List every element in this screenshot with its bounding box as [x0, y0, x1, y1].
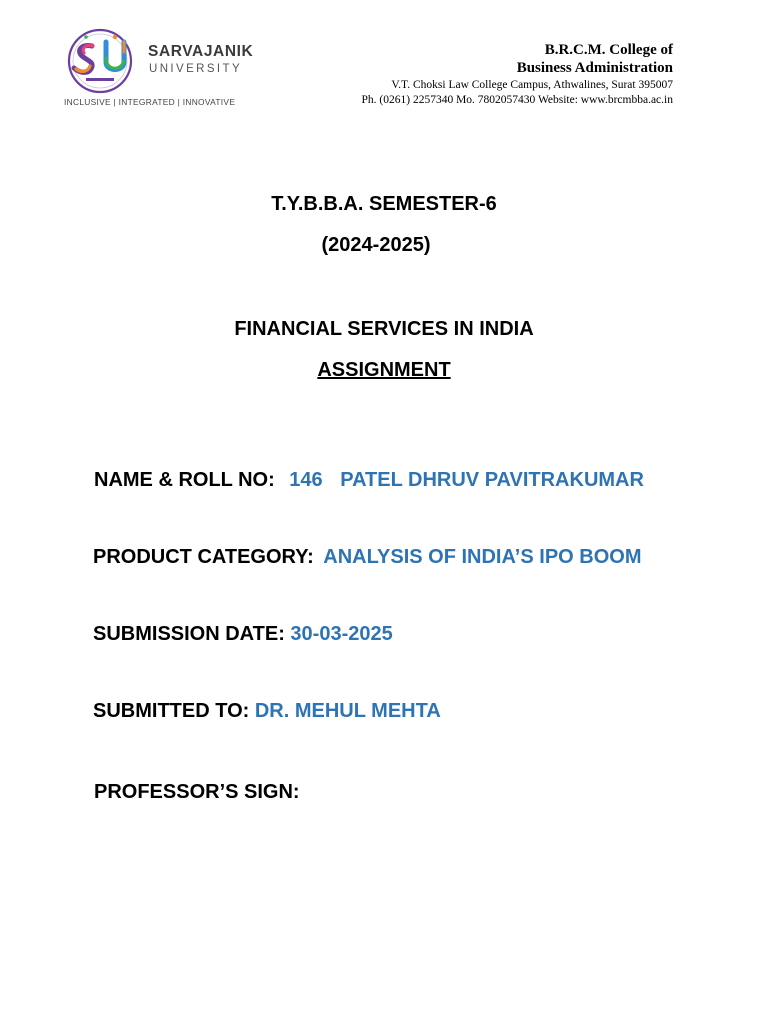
professor-sign-field	[94, 781, 300, 804]
submission-date-label: SUBMISSION DATE:	[93, 623, 285, 645]
submission-date-value: 30-03-2025	[290, 623, 393, 645]
submission-date-field	[93, 623, 393, 646]
program-title: T.Y.B.B.A. SEMESTER-6	[271, 193, 497, 215]
university-name: SARVAJANIK	[148, 43, 254, 60]
submitted-to-field	[93, 700, 441, 723]
document-type: ASSIGNMENT	[317, 359, 451, 381]
submitted-to-value: DR. MEHUL MEHTA	[254, 700, 441, 722]
college-info	[362, 41, 673, 108]
name-roll-field	[94, 469, 644, 492]
student-name: PATEL DHRUV PAVITRAKUMAR	[340, 469, 644, 491]
academic-year: (2024-2025)	[321, 234, 431, 256]
submitted-to-label: SUBMITTED TO:	[93, 700, 250, 722]
university-subtitle: UNIVERSITY	[149, 63, 243, 75]
college-contact: Ph. (0261) 2257340 Mo. 7802057430 Website: www.brcmbba.ac.in	[361, 94, 673, 106]
university-tagline: INCLUSIVE | INTEGRATED | INNOVATIVE	[64, 97, 236, 107]
college-address: V.T. Choksi Law College Campus, Athwalines, Surat 395007	[391, 79, 673, 91]
university-emblem-icon	[64, 28, 138, 94]
roll-number: 146	[289, 469, 323, 491]
product-category-field	[93, 546, 642, 569]
college-name-line1: B.R.C.M. College of	[544, 42, 673, 58]
professor-sign-label: PROFESSOR’S SIGN:	[94, 781, 300, 803]
subject-title: FINANCIAL SERVICES IN INDIA	[234, 318, 534, 340]
product-category-label: PRODUCT CATEGORY:	[93, 546, 314, 568]
college-name-line2: Business Administration	[516, 60, 673, 76]
name-roll-label: NAME & ROLL NO:	[94, 469, 275, 491]
product-category-value: ANALYSIS OF INDIA’S IPO BOOM	[323, 546, 642, 568]
university-logo	[62, 26, 262, 116]
letterhead	[0, 0, 768, 120]
